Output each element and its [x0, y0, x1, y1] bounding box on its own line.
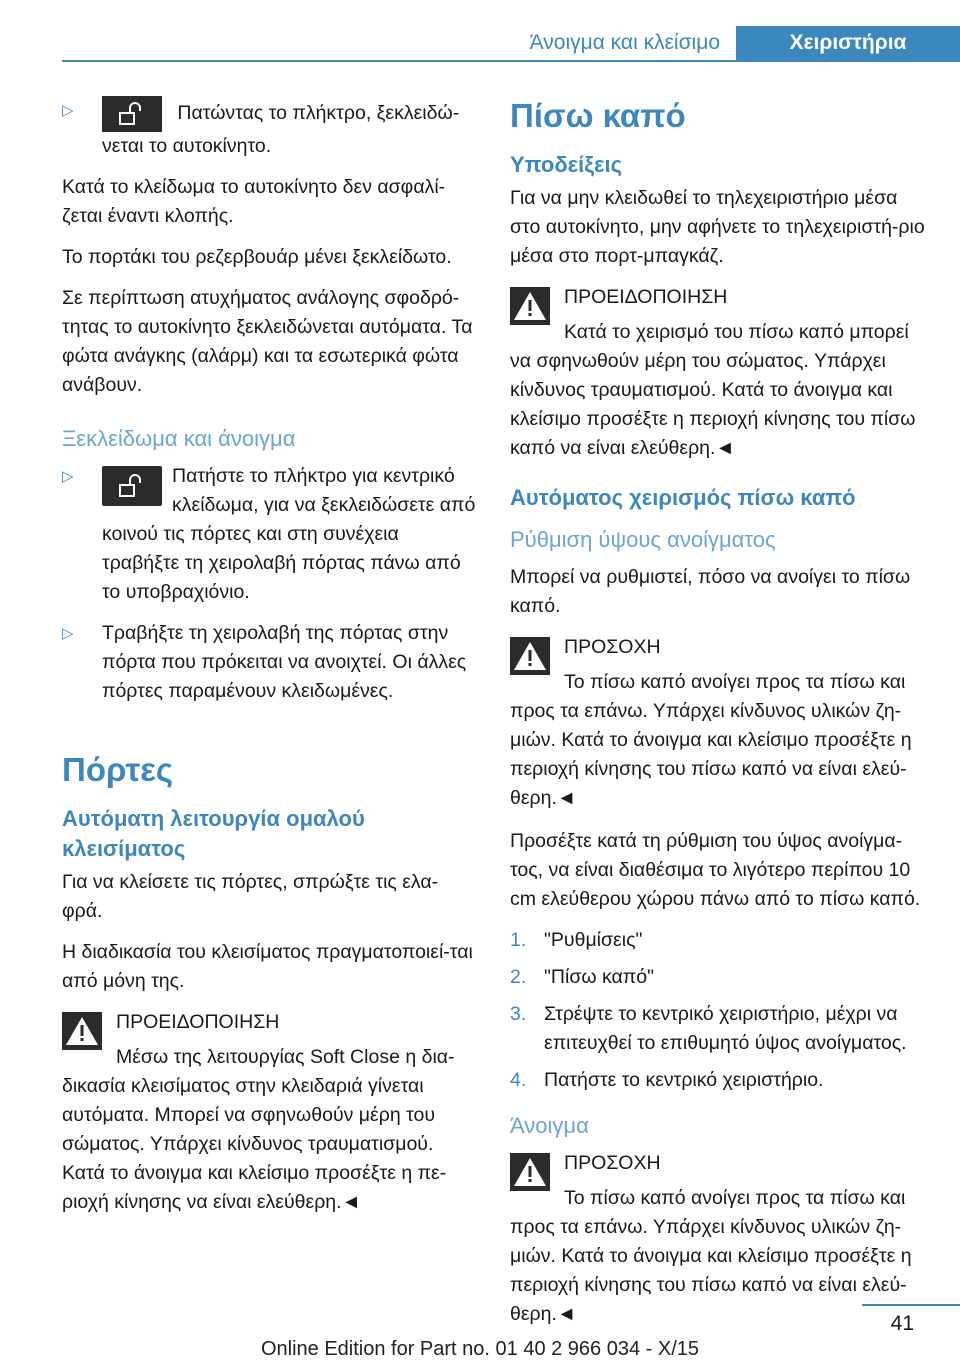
list-item-text: Πατήστε το κεντρικό χειριστήριο.	[544, 1069, 824, 1091]
list-item	[510, 926, 926, 955]
subheading-hints: Υποδείξεις	[510, 152, 623, 177]
step-marker-icon: ▷	[62, 625, 74, 642]
numbered-list	[510, 926, 926, 1095]
subheading-opening: Άνοιγμα	[510, 1113, 589, 1138]
step-marker-icon: ▷	[62, 102, 74, 119]
list-number: 4.	[510, 1069, 527, 1091]
chapter-tab: Χειριστήρια	[736, 26, 960, 60]
list-item	[510, 1000, 926, 1058]
step-marker-icon: ▷	[62, 468, 74, 485]
subheading-opening-height: Ρύθμιση ύψους ανοίγματος	[510, 527, 776, 552]
warning-title: ΠΡΟΕΙΔΟΠΟΙΗΣΗ	[116, 1011, 280, 1033]
caution-text: Το πίσω καπό ανοίγει προς τα πίσω και προς τα επάνω. Υπάρχει κίνδυνος υλικών ζη-μιών. Κατά το άνοιγμα και κλείσιμο προσέξτε η περιοχή κίνησης του πίσω καπό να είναι ελεύ-θερη.◄	[510, 1187, 912, 1325]
page-header	[0, 0, 960, 62]
list-number: 1.	[510, 929, 527, 951]
list-number: 2.	[510, 966, 527, 988]
subheading-soft-close: Αυτόματη λειτουργία ομαλού κλεισίματος	[62, 806, 365, 861]
warning-box	[62, 1008, 478, 1217]
paragraph: Για να μην κλειδωθεί το τηλεχειριστήριο μέσα στο αυτοκίνητο, μην αφήνετε το τηλεχειριστή-ριο μέσα στο πορτ-μπαγκάζ.	[510, 187, 925, 267]
unlock-key-icon	[102, 466, 162, 506]
heading-doors: Πόρτες	[62, 751, 174, 788]
caution-title: ΠΡΟΣΟΧΗ	[564, 1152, 661, 1174]
paragraph: Η διαδικασία του κλεισίματος πραγματοποιεί-ται από μόνη της.	[62, 941, 473, 992]
unlock-key-icon	[102, 96, 162, 132]
paragraph: Για να κλείσετε τις πόρτες, σπρώξτε τις ελα-φρά.	[62, 871, 439, 922]
step-pull-handle	[62, 619, 478, 706]
step-text: Πατήστε το πλήκτρο για κεντρικό κλείδωμα, για να ξεκλειδώσετε από κοινού τις πόρτες και στη συνέχεια τραβήξτε τη χειρολαβή πόρτας πάνω από το υποβραχιόνιο.	[102, 465, 476, 603]
paragraph: Κατά το κλείδωμα το αυτοκίνητο δεν ασφαλί-ζεται έναντι κλοπής.	[62, 176, 446, 227]
list-item-text: Στρέψτε το κεντρικό χειριστήριο, μέχρι να επιτευχθεί το επιθυμητό ύψος ανοίγματος.	[544, 1003, 907, 1054]
header-divider	[62, 60, 960, 62]
subheading-unlock-open: Ξεκλείδωμα και άνοιγμα	[62, 426, 296, 451]
caution-box	[510, 633, 926, 813]
warning-box	[510, 283, 926, 463]
step-text: Πατώντας το πλήκτρο, ξεκλειδώ-νεται το αυτοκίνητο.	[102, 102, 460, 157]
paragraph: Το πορτάκι του ρεζερβουάρ μένει ξεκλείδωτο.	[62, 246, 452, 268]
caution-title: ΠΡΟΣΟΧΗ	[564, 636, 661, 658]
left-column	[62, 96, 478, 1231]
edition-footer: Online Edition for Part no. 01 40 2 966 034 - X/15	[260, 1338, 700, 1360]
warning-triangle-icon	[510, 637, 550, 675]
list-number: 3.	[510, 1003, 527, 1025]
list-item	[510, 963, 926, 992]
caution-box	[510, 1149, 926, 1329]
warning-title: ΠΡΟΕΙΔΟΠΟΙΗΣΗ	[564, 286, 728, 308]
heading-tailgate: Πίσω καπό	[510, 97, 686, 134]
paragraph: Προσέξτε κατά τη ρύθμιση του ύψος ανοίγμα-τος, να είναι διαθέσιμα το λιγότερο περίπου 10 cm ελεύθερου χώρου πάνω από το πίσω καπό.	[510, 830, 921, 910]
page-number: 41	[890, 1312, 914, 1335]
list-item-text: "Ρυθμίσεις"	[544, 929, 643, 951]
subheading-auto-tailgate: Αυτόματος χειρισμός πίσω καπό	[510, 485, 856, 510]
section-breadcrumb: Άνοιγμα και κλείσιμο	[529, 31, 720, 54]
paragraph: Σε περίπτωση ατυχήματος ανάλογης σφοδρό-τητας το αυτοκίνητο ξεκλειδώνεται αυτόματα. Τα φώτα ανάγκης (αλάρμ) και τα εσωτερικά φώτα ανάβουν.	[62, 287, 473, 396]
list-item-text: "Πίσω καπό"	[544, 966, 655, 988]
paragraph: Μπορεί να ρυθμιστεί, πόσο να ανοίγει το πίσω καπό.	[510, 566, 911, 617]
warning-text: Μέσω της λειτουργίας Soft Close η δια-δικασία κλεισίματος στην κλειδαριά γίνεται αυτόματα. Μπορεί να σφηνωθούν μέρη του σώματος. Υπάρχει κίνδυνος τραυματισμού. Κατά το άνοιγμα και κλείσιμο προσέξτε η πε-ριοχή κίνησης να είναι ελεύθερη.◄	[62, 1046, 455, 1213]
list-item	[510, 1066, 926, 1095]
step-text: Τραβήξτε τη χειρολαβή της πόρτας στην πόρτα που πρόκειται να ανοιχτεί. Οι άλλες πόρτες παραμένουν κλειδωμένες.	[102, 622, 467, 702]
right-column	[510, 96, 926, 1343]
warning-text: Κατά το χειρισμό του πίσω καπό μπορεί να σφηνωθούν μέρη του σώματος. Υπάρχει κίνδυνος τραυματισμού. Κατά το άνοιγμα και κλείσιμο προσέξτε η περιοχή κίνησης του πίσω καπό να είναι ελεύθερη.◄	[510, 321, 916, 459]
caution-text: Το πίσω καπό ανοίγει προς τα πίσω και προς τα επάνω. Υπάρχει κίνδυνος υλικών ζη-μιών. Κατά το άνοιγμα και κλείσιμο προσέξτε η περιοχή κίνησης του πίσω καπό να είναι ελεύ-θερη.◄	[510, 671, 912, 809]
footer-divider	[862, 1304, 960, 1306]
step-unlock-button	[62, 96, 478, 161]
step-central-lock	[62, 462, 478, 607]
warning-triangle-icon	[510, 1153, 550, 1191]
warning-triangle-icon	[510, 287, 550, 325]
warning-triangle-icon	[62, 1012, 102, 1050]
